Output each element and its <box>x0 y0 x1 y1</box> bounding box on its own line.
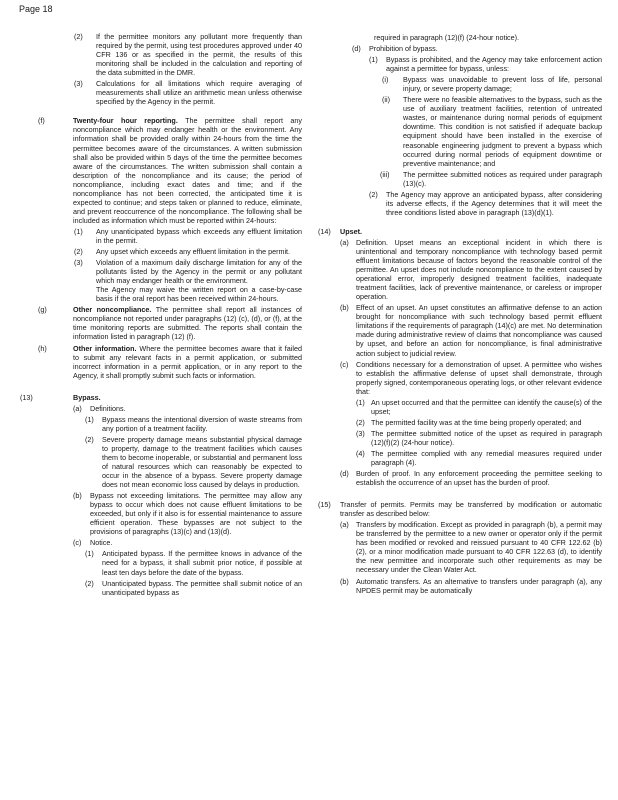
section-heading: Upset. <box>340 226 362 236</box>
paragraph-text: The permittee submitted notice of the upset as required in paragraph (12)(f)(2) (24-hour notice). <box>371 428 602 447</box>
section-heading: Other noncompliance. <box>73 305 152 315</box>
paragraph <box>18 491 302 536</box>
paragraph <box>316 33 602 42</box>
paragraph-text: The permittee shall report any noncompliance which may endanger health or the environment. Any information shall be provided orally within 24-hours from the time the permittee becomes aware of the circumstances. A written submission shall also be provided within 5 days of the time the permittee becomes aware of the circumstances. The written submission shall contain a description of the noncompliance and its cause; the period of noncompliance, including exact dates and time; and if the noncompliance has not been corrected, the anticipated time it is expected to continue; and steps taken or planned to reduce, eliminate, and prevent reoccurrence of the noncompliance. The following shall be included as information which must be reported within 24-hours: <box>73 116 302 225</box>
paragraph <box>18 258 302 303</box>
paragraph-text: Automatic transfers. As an alternative to transfers under paragraph (a), any NPDES permit may be automatically <box>356 576 602 595</box>
paragraph <box>18 79 302 106</box>
paragraph-marker: (b) <box>73 491 82 501</box>
paragraph-text: The permitted facility was at the time being properly operated; and <box>371 417 582 427</box>
paragraph <box>18 549 302 576</box>
paragraph-text: The permittee shall report all instances of noncompliance not reported under paragraphs (12) (c), (d), or (f), at the time monitoring reports are submitted. The reports shall contain the information listed in paragraph (12) (f). <box>73 305 302 342</box>
paragraph-marker: (3) <box>356 428 365 438</box>
paragraph-marker: (i) <box>382 75 389 85</box>
paragraph <box>18 415 302 433</box>
paragraph-text: Anticipated bypass. If the permittee knows in advance of the need for a bypass, it shall submit prior notice, if possible at least ten days before the date of the bypass. <box>102 549 302 577</box>
paragraph-text: The Agency may approve an anticipated bypass, after considering its adverse effects, if the Agency determines that it will meet the three conditions listed above in paragraph (13)(d)(1). <box>386 189 602 217</box>
paragraph-marker: (2) <box>356 417 365 427</box>
paragraph-marker: (1) <box>74 226 83 236</box>
paragraph-text: An upset occurred and that the permittee can identify the cause(s) of the upset; <box>371 397 602 416</box>
paragraph-marker: (ii) <box>382 95 390 105</box>
paragraph-marker: (c) <box>340 359 349 369</box>
paragraph-text: Burden of proof. In any enforcement proceeding the permittee seeking to establish the occurrence of an upset has the burden of proof. <box>356 469 602 488</box>
paragraph <box>316 500 602 518</box>
paragraph <box>316 469 602 487</box>
paragraph-text: required in paragraph (12)(f) (24-hour notice). <box>374 33 520 42</box>
paragraph-marker: (13) <box>20 392 33 402</box>
section-heading: Other information. <box>73 343 137 353</box>
paragraph <box>316 303 602 357</box>
paragraph-marker: (b) <box>340 576 349 586</box>
section-heading: Bypass. <box>73 392 101 402</box>
paragraph <box>316 398 602 416</box>
paragraph-marker: (2) <box>85 578 94 588</box>
paragraph <box>316 190 602 217</box>
paragraph-marker: (a) <box>340 520 349 530</box>
paragraph <box>18 247 302 256</box>
paragraph <box>316 238 602 301</box>
paragraph <box>316 429 602 447</box>
paragraph-text: Prohibition of bypass. <box>369 44 438 54</box>
paragraph <box>18 305 302 341</box>
paragraph <box>18 404 302 413</box>
paragraph-marker: (4) <box>356 448 365 458</box>
paragraph <box>316 75 602 93</box>
paragraph <box>316 577 602 595</box>
paragraph-text: Bypass means the intentional diversion of waste streams from any portion of a treatment facility. <box>102 414 302 433</box>
paragraph <box>316 44 602 53</box>
paragraph <box>316 449 602 467</box>
paragraph <box>18 227 302 245</box>
paragraph-text: Severe property damage means substantial physical damage to property, damage to the treatment facilities which causes them to become inoperable, or substantial and permanent loss of natural resources which can reasonably be expected to occur in the absence of a bypass. Severe property damage does not mean economic loss caused by delays in production. <box>102 434 302 490</box>
paragraph-text: Any unanticipated bypass which exceeds any effluent limitation in the permit. <box>96 226 302 245</box>
paragraph <box>316 95 602 167</box>
paragraph-text: Transfer of permits. Permits may be transferred by modification or automatic transfer as described below: <box>340 500 602 519</box>
paragraph-marker: (a) <box>340 237 349 247</box>
paragraph-marker: (1) <box>85 414 94 424</box>
paragraph-text: If the permittee monitors any pollutant more frequently than required by the permit, using test procedures approved under 40 CFR 136 or as specified in the permit, the results of this monitoring shall be included in the calculation and reporting of the data submitted in the DMR. <box>96 32 302 78</box>
paragraph-text: Bypass is prohibited, and the Agency may take enforcement action against a permittee for bypass, unless: <box>386 55 602 74</box>
paragraph <box>18 116 302 225</box>
paragraph-text: Calculations for all limitations which require averaging of measurements shall utilize an arithmetic mean unless otherwise specified by the Agency in the permit. <box>96 79 302 107</box>
paragraph-text: Any upset which exceeds any effluent limitation in the permit. <box>96 247 291 257</box>
paragraph-text: Where the permittee becomes aware that it failed to submit any relevant facts in a permit application, or submitted incorrect information in a permit application, or in any report to the Agency, it shall promptly submit such facts or information. <box>73 343 302 380</box>
paragraph <box>316 520 602 574</box>
paragraph-marker: (1) <box>369 55 378 65</box>
paragraph <box>316 170 602 188</box>
paragraph-marker: (15) <box>318 500 331 510</box>
paragraph-marker: (h) <box>38 343 47 353</box>
paragraph-text: Definitions. <box>90 403 126 413</box>
paragraph-text: Violation of a maximum daily discharge limitation for any of the pollutants listed by the Agency in the permit or any pollutant which may endanger health or the environment. <box>96 258 302 286</box>
paragraph-text: Bypass not exceeding limitations. The permittee may allow any bypass to occur which does not cause effluent limitations to be exceeded, but only if it also is for essential maintenance to assure efficient operation. These bypasses are not subject to the provisions of paragraphs (13)(c) and (13)(d). <box>90 491 302 537</box>
paragraph <box>18 538 302 547</box>
paragraph-marker: (iii) <box>380 169 390 179</box>
paragraph-marker: (d) <box>352 44 361 54</box>
paragraph <box>316 360 602 396</box>
paragraph-marker: (1) <box>356 397 365 407</box>
paragraph-marker: (3) <box>74 258 83 268</box>
paragraph-text: Notice. <box>90 538 113 548</box>
paragraph-text: Bypass was unavoidable to prevent loss of life, personal injury, or severe property damage; <box>403 75 602 94</box>
paragraph <box>18 344 302 380</box>
paragraph <box>18 393 302 402</box>
paragraph-note: The Agency may waive the written report on a case-by-case basis if the oral report has been received within 24-hours. <box>96 285 302 304</box>
paragraph-text: There were no feasible alternatives to the bypass, such as the use of auxiliary treatment facilities, retention of untreated wastes, or maintenance during normal periods of equipment downtime. This condition is not satisfied if adequate backup equipment should have been installed in the exercise of reasonable engineering judgment to prevent a bypass which occurred during normal periods of equipment downtime or preventive maintenance; and <box>403 95 602 168</box>
paragraph-text: Conditions necessary for a demonstration of upset. A permittee who wishes to establish the affirmative defense of upset shall demonstrate, through properly signed, contemporaneous operating logs, or other relevant evidence that: <box>356 359 602 396</box>
paragraph-marker: (g) <box>38 305 47 315</box>
paragraph-text: The permittee complied with any remedial measures required under paragraph (4). <box>371 448 602 468</box>
paragraph-marker: (b) <box>340 303 349 313</box>
paragraph-marker: (1) <box>85 549 94 559</box>
section-heading: Twenty-four hour reporting. <box>73 116 178 126</box>
paragraph-marker: (c) <box>73 538 82 548</box>
paragraph-marker: (2) <box>369 189 378 199</box>
right-column <box>316 33 602 597</box>
left-column <box>18 32 302 599</box>
paragraph <box>18 32 302 77</box>
paragraph-text: Effect of an upset. An upset constitutes an affirmative defense to an action brought for noncompliance with such technology based permit effluent limitations if the requirements of paragraph (14)(c) are met. No determination made during administrative review of claims that noncompliance was caused by upset, and before an action for noncompliance, is final administrative action subject to judicial review. <box>356 303 602 358</box>
paragraph <box>18 579 302 597</box>
paragraph-marker: (14) <box>318 226 331 236</box>
paragraph-marker: (f) <box>38 116 45 126</box>
paragraph <box>316 418 602 427</box>
paragraph-marker: (d) <box>340 469 349 479</box>
paragraph-text: Unanticipated bypass. The permittee shall submit notice of an unanticipated bypass as <box>102 578 302 597</box>
paragraph-marker: (a) <box>73 403 82 413</box>
paragraph-marker: (3) <box>74 79 83 89</box>
paragraph-text: The permittee submitted notices as required under paragraph (13)(c). <box>403 169 602 188</box>
paragraph-text: Transfers by modification. Except as provided in paragraph (b), a permit may be transferred by the permittee to a new owner or operator only if the permit has been modified or revoked and reissued pursuant to 40 CFR 122.62 (b) (2), or a minor modification made pursuant to 40 CFR 122.63 (d), to identify the new permittee and incorporate such other requirements as may be necessary under the Clean Water Act. <box>356 520 602 575</box>
paragraph <box>316 55 602 73</box>
paragraph-marker: (2) <box>74 247 83 257</box>
paragraph-marker: (2) <box>74 32 83 41</box>
page-number: Page 18 <box>19 4 53 14</box>
paragraph-text: Definition. Upset means an exceptional incident in which there is unintentional and temporary noncompliance with technology based permit effluent limitations because of factors beyond the reasonable control of the permittee. An upset does not include noncompliance to the extent caused by operational error, improperly designed treatment facilities, inadequate treatment facilities, lack of preventive maintenance, or careless or improper operation. <box>356 237 602 302</box>
paragraph <box>316 227 602 236</box>
paragraph <box>18 435 302 489</box>
paragraph-marker: (2) <box>85 434 94 444</box>
